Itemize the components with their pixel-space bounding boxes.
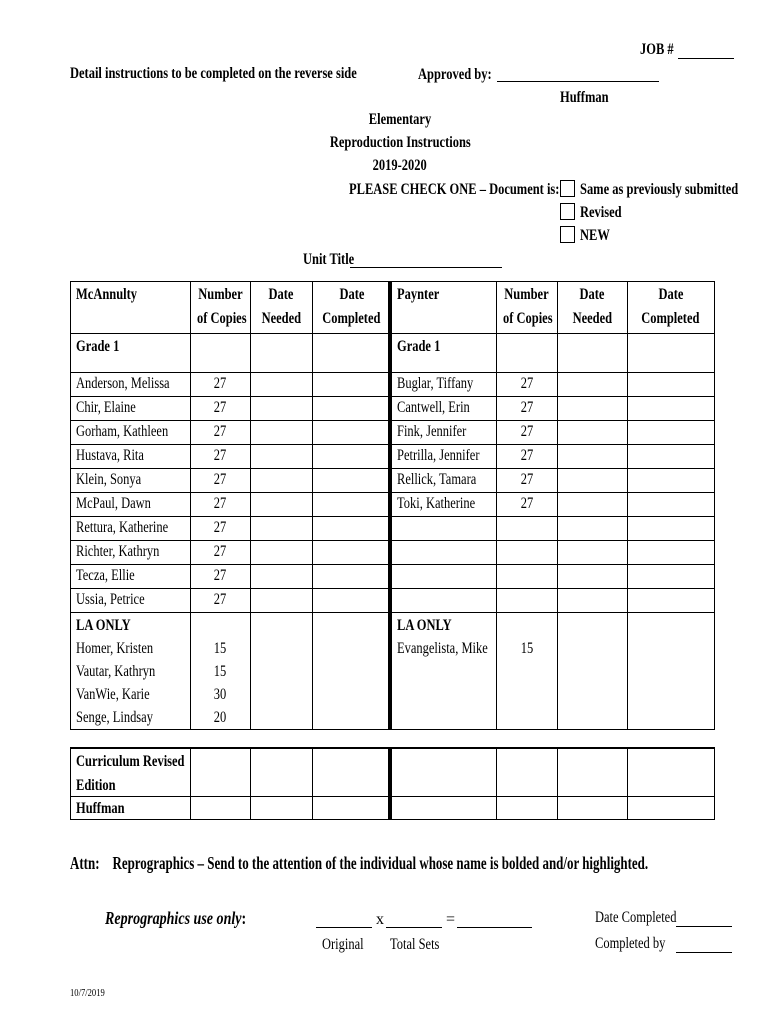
check-one-label: PLEASE CHECK ONE – Document is:: [349, 181, 560, 198]
copies-count: 27: [213, 423, 227, 440]
table-row-cell: [250, 516, 313, 541]
table-row-cell: [312, 420, 392, 445]
teacher-name: Anderson, Melissa: [76, 375, 170, 392]
unit-title-field[interactable]: [350, 267, 502, 268]
right-completed-header: Date: [658, 286, 683, 303]
right-teacher-name: Paynter: [397, 286, 440, 303]
grade-row-cell: [250, 333, 313, 373]
table-row-cell: [627, 396, 715, 421]
grade-row-cell: [627, 333, 715, 373]
table-row-cell: [250, 396, 313, 421]
la-teacher-name: Senge, Lindsay: [76, 709, 153, 726]
same-as-previous-checkbox[interactable]: [560, 180, 575, 197]
footer-date: 10/7/2019: [70, 987, 105, 999]
teacher-name: McPaul, Dawn: [76, 495, 151, 512]
table-divider: [388, 281, 392, 730]
table-row-cell: [627, 468, 715, 493]
attn-note: Attn: Reprographics – Send to the attention of the individual whose name is bolded and/or highlighted.: [70, 853, 649, 873]
table-row-cell: [627, 420, 715, 445]
table-row-cell: [250, 420, 313, 445]
la-only-cell: [250, 612, 313, 730]
teacher-name: Rellick, Tamara: [397, 471, 477, 488]
curriculum-cell: [391, 796, 497, 820]
left-needed-header: Needed: [261, 310, 301, 327]
curriculum-divider: [388, 748, 392, 820]
la-only-cell: [557, 612, 628, 730]
curriculum-cell: [557, 796, 628, 820]
table-row-cell: [627, 540, 715, 565]
curriculum-cell: [312, 748, 392, 797]
completed-by-label: Completed by: [595, 935, 666, 952]
left-completed-header: Completed: [322, 310, 381, 327]
grade-row-cell: [496, 333, 558, 373]
table-row-cell: [557, 444, 628, 469]
teacher-name: Klein, Sonya: [76, 471, 142, 488]
teacher-name: Cantwell, Erin: [397, 399, 470, 416]
table-row-cell: [312, 588, 392, 613]
option-revised-label: Revised: [580, 204, 622, 221]
left-copies-header: Number: [197, 286, 243, 303]
equals-sign: =: [446, 911, 456, 928]
document-title: Reproduction Instructions: [329, 134, 471, 151]
approved-by-field[interactable]: [497, 81, 659, 82]
teacher-name: Gorham, Kathleen: [76, 423, 169, 440]
unit-title-label: Unit Title: [303, 251, 355, 268]
la-teacher-name: Homer, Kristen: [76, 640, 154, 657]
table-row-cell: [250, 468, 313, 493]
teacher-name: Rettura, Katherine: [76, 519, 169, 536]
curriculum-cell: [391, 748, 497, 797]
copies-count: 27: [213, 471, 227, 488]
curriculum-cell: [312, 796, 392, 820]
left-la-only-label: LA ONLY: [76, 617, 131, 634]
teacher-name: Tecza, Ellie: [76, 567, 135, 584]
teacher-name: Fink, Jennifer: [397, 423, 467, 440]
teacher-name: Hustava, Rita: [76, 447, 144, 464]
table-row-cell: [250, 492, 313, 517]
table-row-cell: [627, 564, 715, 589]
left-copies-header: of Copies: [196, 310, 247, 327]
left-completed-header: Date: [339, 286, 364, 303]
curriculum-label: Curriculum Revised: [76, 753, 185, 770]
option-same-label: Same as previously submitted: [580, 181, 739, 198]
curriculum-cell: [627, 748, 715, 797]
table-row-cell: [496, 564, 558, 589]
teacher-name: Chir, Elaine: [76, 399, 136, 416]
teacher-name: Petrilla, Jennifer: [397, 447, 480, 464]
total-sets-field[interactable]: [386, 927, 442, 928]
teacher-name: Richter, Kathryn: [76, 543, 160, 560]
right-grade-label: Grade 1: [397, 338, 441, 355]
table-row-cell: [496, 540, 558, 565]
table-row-cell: [312, 396, 392, 421]
table-row-cell: [391, 540, 497, 565]
right-copies-header: Number: [504, 286, 549, 303]
curriculum-cell: [190, 796, 251, 820]
copies-count: 27: [213, 399, 227, 416]
job-label: JOB #: [640, 41, 674, 58]
table-row-cell: [312, 564, 392, 589]
grade-row-cell: [312, 333, 392, 373]
table-row-cell: [312, 468, 392, 493]
school-name: Elementary: [368, 111, 432, 128]
curriculum-owner: Huffman: [76, 800, 125, 817]
copies-count: 27: [213, 519, 227, 536]
original-label: Original: [322, 936, 364, 953]
curriculum-label: Edition: [76, 777, 116, 794]
approver-name: Huffman: [560, 89, 609, 106]
table-row-cell: [391, 564, 497, 589]
copies-count: 27: [213, 543, 227, 560]
copies-count: 27: [213, 447, 227, 464]
approved-by-label: Approved by:: [418, 66, 492, 83]
table-row-cell: [627, 492, 715, 517]
table-row-cell: [250, 564, 313, 589]
reprographics-use-label: Reprographics use only:: [105, 908, 247, 928]
teacher-name: Buglar, Tiffany: [397, 375, 474, 392]
table-row-cell: [557, 540, 628, 565]
la-teacher-name: VanWie, Karie: [76, 686, 150, 703]
la-only-cell: [496, 612, 558, 730]
table-row-cell: [391, 516, 497, 541]
result-field[interactable]: [457, 927, 532, 928]
date-completed-label: Date Completed: [595, 909, 677, 926]
la-teacher-name: Vautar, Kathryn: [76, 663, 156, 680]
table-row-cell: [557, 588, 628, 613]
la-copies-count: 30: [213, 686, 227, 703]
table-row-cell: [627, 372, 715, 397]
grade-row-cell: [557, 333, 628, 373]
multiply-sign: x: [376, 911, 384, 928]
left-needed-header: Date: [268, 286, 294, 303]
la-copies-count: 15: [520, 640, 533, 657]
completed-by-field[interactable]: [676, 952, 732, 953]
option-new-label: NEW: [580, 227, 610, 244]
table-row-cell: [557, 396, 628, 421]
right-needed-header: Date: [579, 286, 605, 303]
right-la-only-label: LA ONLY: [397, 617, 452, 634]
teacher-name: Ussia, Petrice: [76, 591, 145, 608]
table-row-cell: [627, 444, 715, 469]
curriculum-cell: [557, 748, 628, 797]
copies-count: 27: [213, 495, 227, 512]
table-row-cell: [557, 564, 628, 589]
la-copies-count: 15: [213, 640, 227, 657]
table-row-cell: [557, 492, 628, 517]
la-only-cell: [627, 612, 715, 730]
table-row-cell: [312, 372, 392, 397]
teacher-name: Toki, Katherine: [397, 495, 476, 512]
table-row-cell: [557, 516, 628, 541]
copies-count: 27: [213, 375, 227, 392]
table-row-cell: [627, 516, 715, 541]
detail-instructions-note: Detail instructions to be completed on the reverse side: [70, 65, 357, 82]
curriculum-cell: [250, 796, 313, 820]
left-grade-label: Grade 1: [76, 338, 120, 355]
copies-count: 27: [520, 375, 533, 392]
left-teacher-name: McAnnulty: [76, 286, 138, 303]
copies-count: 27: [213, 591, 227, 608]
date-completed-field[interactable]: [676, 926, 732, 927]
curriculum-cell: [496, 748, 558, 797]
curriculum-cell: [496, 796, 558, 820]
table-row-cell: [391, 588, 497, 613]
right-needed-header: Needed: [572, 310, 612, 327]
table-row-cell: [250, 444, 313, 469]
la-copies-count: 20: [213, 709, 227, 726]
right-completed-header: Completed: [641, 310, 700, 327]
right-copies-header: of Copies: [502, 310, 553, 327]
table-row-cell: [250, 372, 313, 397]
la-only-cell: [312, 612, 392, 730]
copies-count: 27: [520, 399, 533, 416]
table-row-cell: [557, 468, 628, 493]
table-row-cell: [496, 516, 558, 541]
la-teacher-name: Evangelista, Mike: [397, 640, 488, 657]
table-row-cell: [627, 588, 715, 613]
copies-count: 27: [213, 567, 227, 584]
table-row-cell: [250, 588, 313, 613]
copies-count: 27: [520, 423, 533, 440]
total-sets-label: Total Sets: [390, 936, 440, 953]
copies-count: 27: [520, 471, 533, 488]
school-year: 2019-2020: [372, 157, 428, 174]
la-copies-count: 15: [213, 663, 227, 680]
original-field[interactable]: [316, 927, 372, 928]
table-row-cell: [312, 516, 392, 541]
copies-count: 27: [520, 447, 533, 464]
grade-row-cell: [190, 333, 251, 373]
table-row-cell: [250, 540, 313, 565]
job-number-field[interactable]: [678, 58, 734, 59]
curriculum-cell: [250, 748, 313, 797]
table-row-cell: [557, 372, 628, 397]
table-row-cell: [312, 492, 392, 517]
table-row-cell: [496, 588, 558, 613]
table-row-cell: [312, 540, 392, 565]
copies-count: 27: [520, 495, 533, 512]
new-checkbox[interactable]: [560, 226, 575, 243]
table-row-cell: [557, 420, 628, 445]
table-row-cell: [312, 444, 392, 469]
revised-checkbox[interactable]: [560, 203, 575, 220]
curriculum-cell: [627, 796, 715, 820]
